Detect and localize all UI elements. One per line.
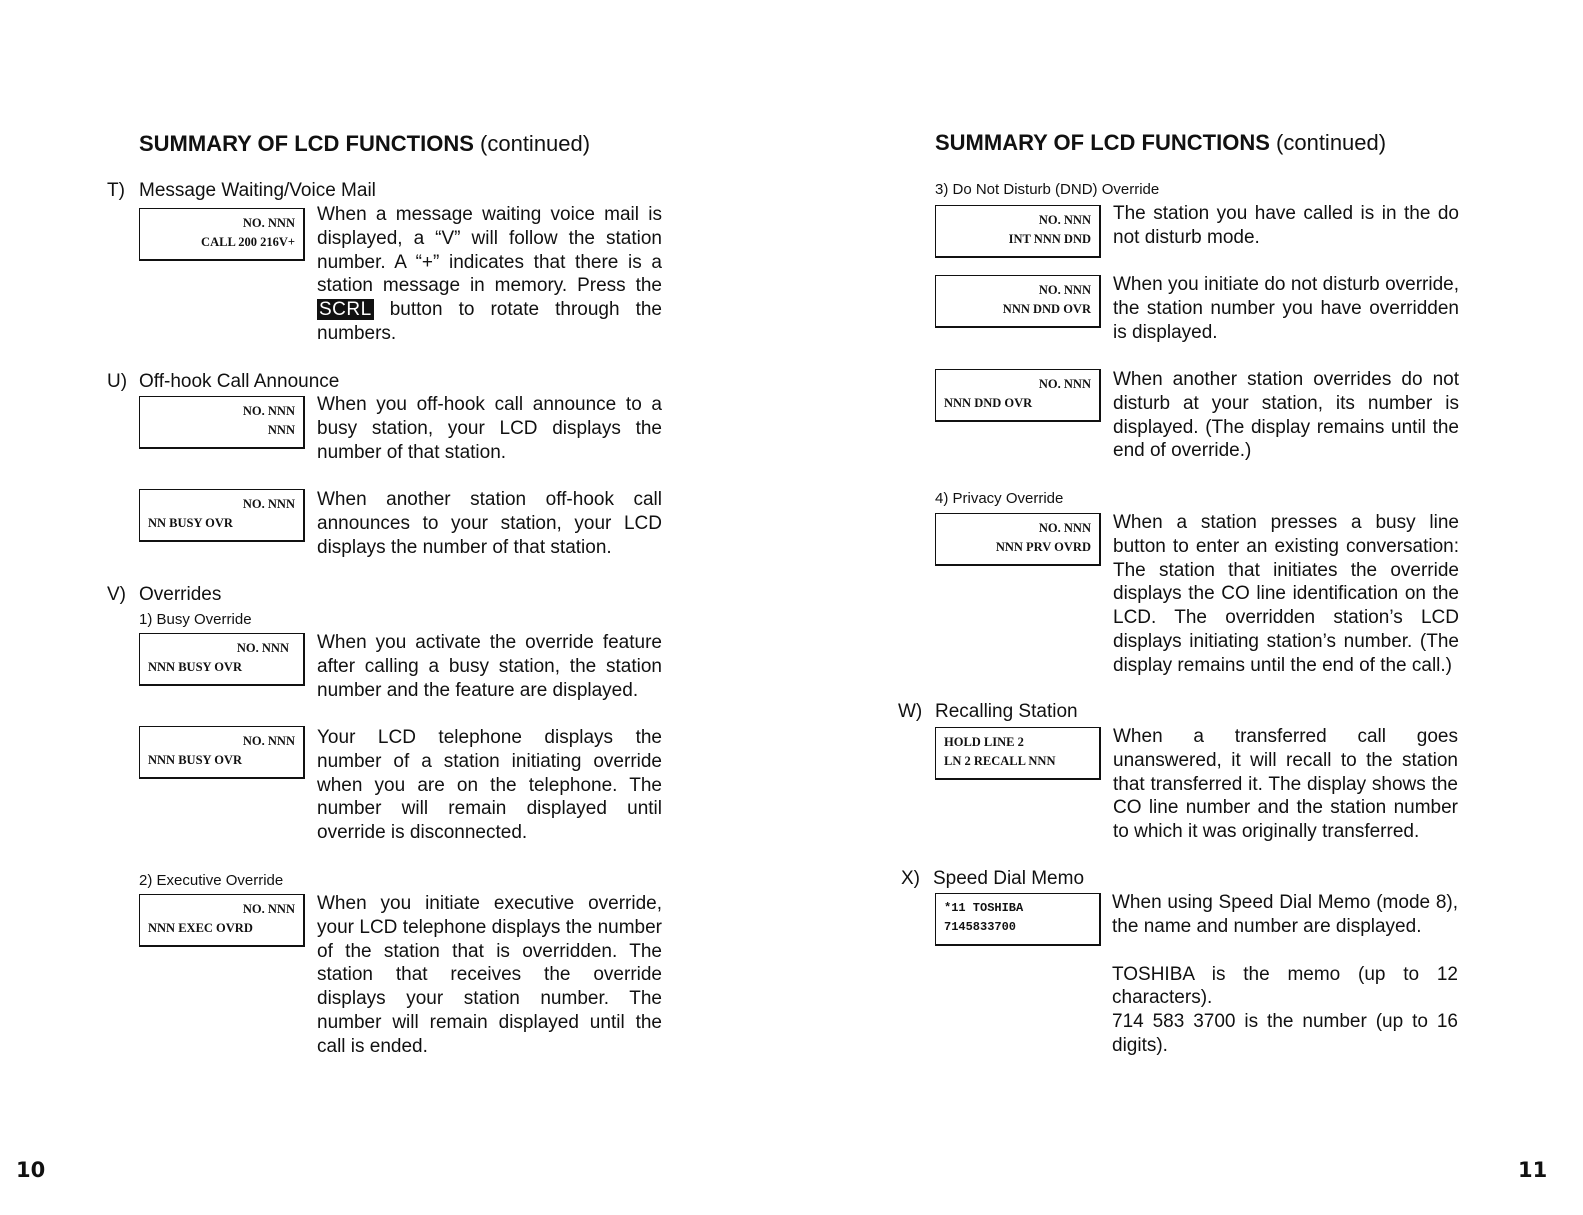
lcd-line-2: NNN DND OVR: [1002, 302, 1091, 316]
right-page-title: [935, 130, 1386, 156]
left-title-main: SUMMARY OF LCD FUNCTIONS: [139, 131, 474, 156]
lcd-line-2: LN 2 RECALL NNN: [944, 754, 1056, 768]
lcd-display-u2: [139, 489, 305, 542]
lcd-line-1: NO. NNN: [242, 404, 295, 418]
lcd-display-t: [139, 208, 305, 261]
lcd-display-v2: [139, 726, 305, 779]
lcd-line-1: NO. NNN: [1038, 377, 1091, 391]
lcd-display-dnd1: [935, 205, 1101, 258]
lcd-display-w: [935, 727, 1101, 780]
lcd-line-1: NO. NNN: [1038, 283, 1091, 297]
section-u1-description: When you off-hook call announce to a busy station, your LCD displays the number of that station.: [317, 394, 662, 463]
section-v1-description: When you activate the override feature after calling a busy station, the station number and the feature are displayed.: [317, 632, 662, 701]
executive-override-label: 2) Executive Override: [139, 872, 284, 889]
lcd-line-2: NNN: [267, 423, 295, 437]
section-w-heading: W) Recalling Station: [898, 701, 1078, 722]
section-u2-description: When another station off-hook call announces to your station, your LCD displays the number of that station.: [317, 489, 662, 558]
lcd-line-2: CALL 200 216V+: [201, 235, 295, 249]
lcd-line-2: NNN BUSY OVR: [148, 660, 242, 674]
lcd-line-2: INT NNN DND: [1008, 232, 1091, 246]
lcd-line-1: NO. NNN: [242, 216, 295, 230]
lcd-line-1: NO. NNN: [1038, 521, 1091, 535]
x-desc-3: 714 583 3700 is the number (up to 16 digits).: [1112, 1011, 1458, 1056]
lcd-display-v1: [139, 633, 305, 686]
scrl-button-label: SCRL: [319, 299, 372, 321]
lcd-display-x: [935, 893, 1101, 946]
left-title-suffix: (continued): [480, 131, 591, 156]
lcd-display-u1: [139, 396, 305, 449]
busy-override-label: 1) Busy Override: [139, 611, 252, 628]
dnd-override-label: 3) Do Not Disturb (DND) Override: [935, 181, 1160, 198]
right-title-main: SUMMARY OF LCD FUNCTIONS: [935, 130, 1270, 155]
section-v2-description: Your LCD telephone displays the number of a station initiating override when you are on the telephone. The number will remain displayed until override is disconnected.: [317, 727, 662, 844]
section-u-heading: U) Off-hook Call Announce: [107, 371, 340, 392]
left-page-number: 10: [16, 1158, 46, 1182]
section-x-heading: X) Speed Dial Memo: [901, 868, 1085, 889]
section-t-description: When a message waiting voice mail is displayed, a “V” will follow the station number. A “+” indicates that there is a station message in memory. Press the SCRL button to rotate through the numbers.: [317, 204, 662, 344]
right-title-suffix: (continued): [1276, 130, 1387, 155]
lcd-line-1: *11 TOSHIBA: [944, 901, 1024, 915]
lcd-line-2: NNN BUSY OVR: [148, 753, 242, 767]
left-page-title: [139, 131, 590, 157]
lcd-line-1: NO. NNN: [236, 641, 289, 655]
section-v3-description: When you initiate executive override, your LCD telephone displays the number of the station that is overridden. The station that receives the override displays your station number. The number will remain displayed until the call is ended.: [317, 893, 662, 1057]
section-t-heading: T) Message Waiting/Voice Mail: [107, 180, 376, 201]
lcd-line-1: NO. NNN: [242, 497, 295, 511]
lcd-display-v3: [139, 894, 305, 947]
x-desc-1: When using Speed Dial Memo (mode 8), the name and number are displayed.: [1112, 892, 1458, 937]
privacy-description: When a station presses a busy line button to enter an existing conversation: The station that initiates the override displays the CO line identification on the LCD. The overridden station’s LCD displays initiating station’s number. (The display remains until the end of the call.): [1113, 512, 1459, 676]
dnd3-description: When another station overrides do not disturb at your station, its number is displayed. (The display remains until the end of override.): [1113, 369, 1459, 462]
right-page-number: 11: [1518, 1158, 1548, 1182]
lcd-line-1: NO. NNN: [242, 734, 295, 748]
x-desc-2: TOSHIBA is the memo (up to 12 characters).: [1112, 963, 1458, 1009]
lcd-line-2: 7145833700: [944, 920, 1017, 934]
dnd2-description: When you initiate do not disturb override, the station number you have overridden is displayed.: [1113, 274, 1459, 343]
lcd-line-2: NNN PRV OVRD: [995, 540, 1091, 554]
section-w-description: When a transferred call goes unanswered, it will recall to the station that transferred it. The display shows the CO line number and the station number to which it was originally transferred.: [1113, 726, 1458, 843]
lcd-line-2: NN BUSY OVR: [148, 516, 233, 530]
lcd-line-2: NNN EXEC OVRD: [148, 921, 253, 935]
lcd-display-dnd3: [935, 369, 1101, 422]
lcd-line-1: NO. NNN: [242, 902, 295, 916]
lcd-line-1: HOLD LINE 2: [944, 735, 1024, 749]
dnd1-description: The station you have called is in the do not disturb mode.: [1113, 203, 1459, 248]
lcd-line-1: NO. NNN: [1038, 213, 1091, 227]
section-v-heading: V) Overrides: [107, 584, 222, 605]
section-x-description: [1112, 891, 1458, 1058]
lcd-display-privacy: [935, 513, 1101, 566]
lcd-line-2: NNN DND OVR: [944, 396, 1033, 410]
lcd-display-dnd2: [935, 275, 1101, 328]
privacy-override-label: 4) Privacy Override: [935, 490, 1064, 507]
